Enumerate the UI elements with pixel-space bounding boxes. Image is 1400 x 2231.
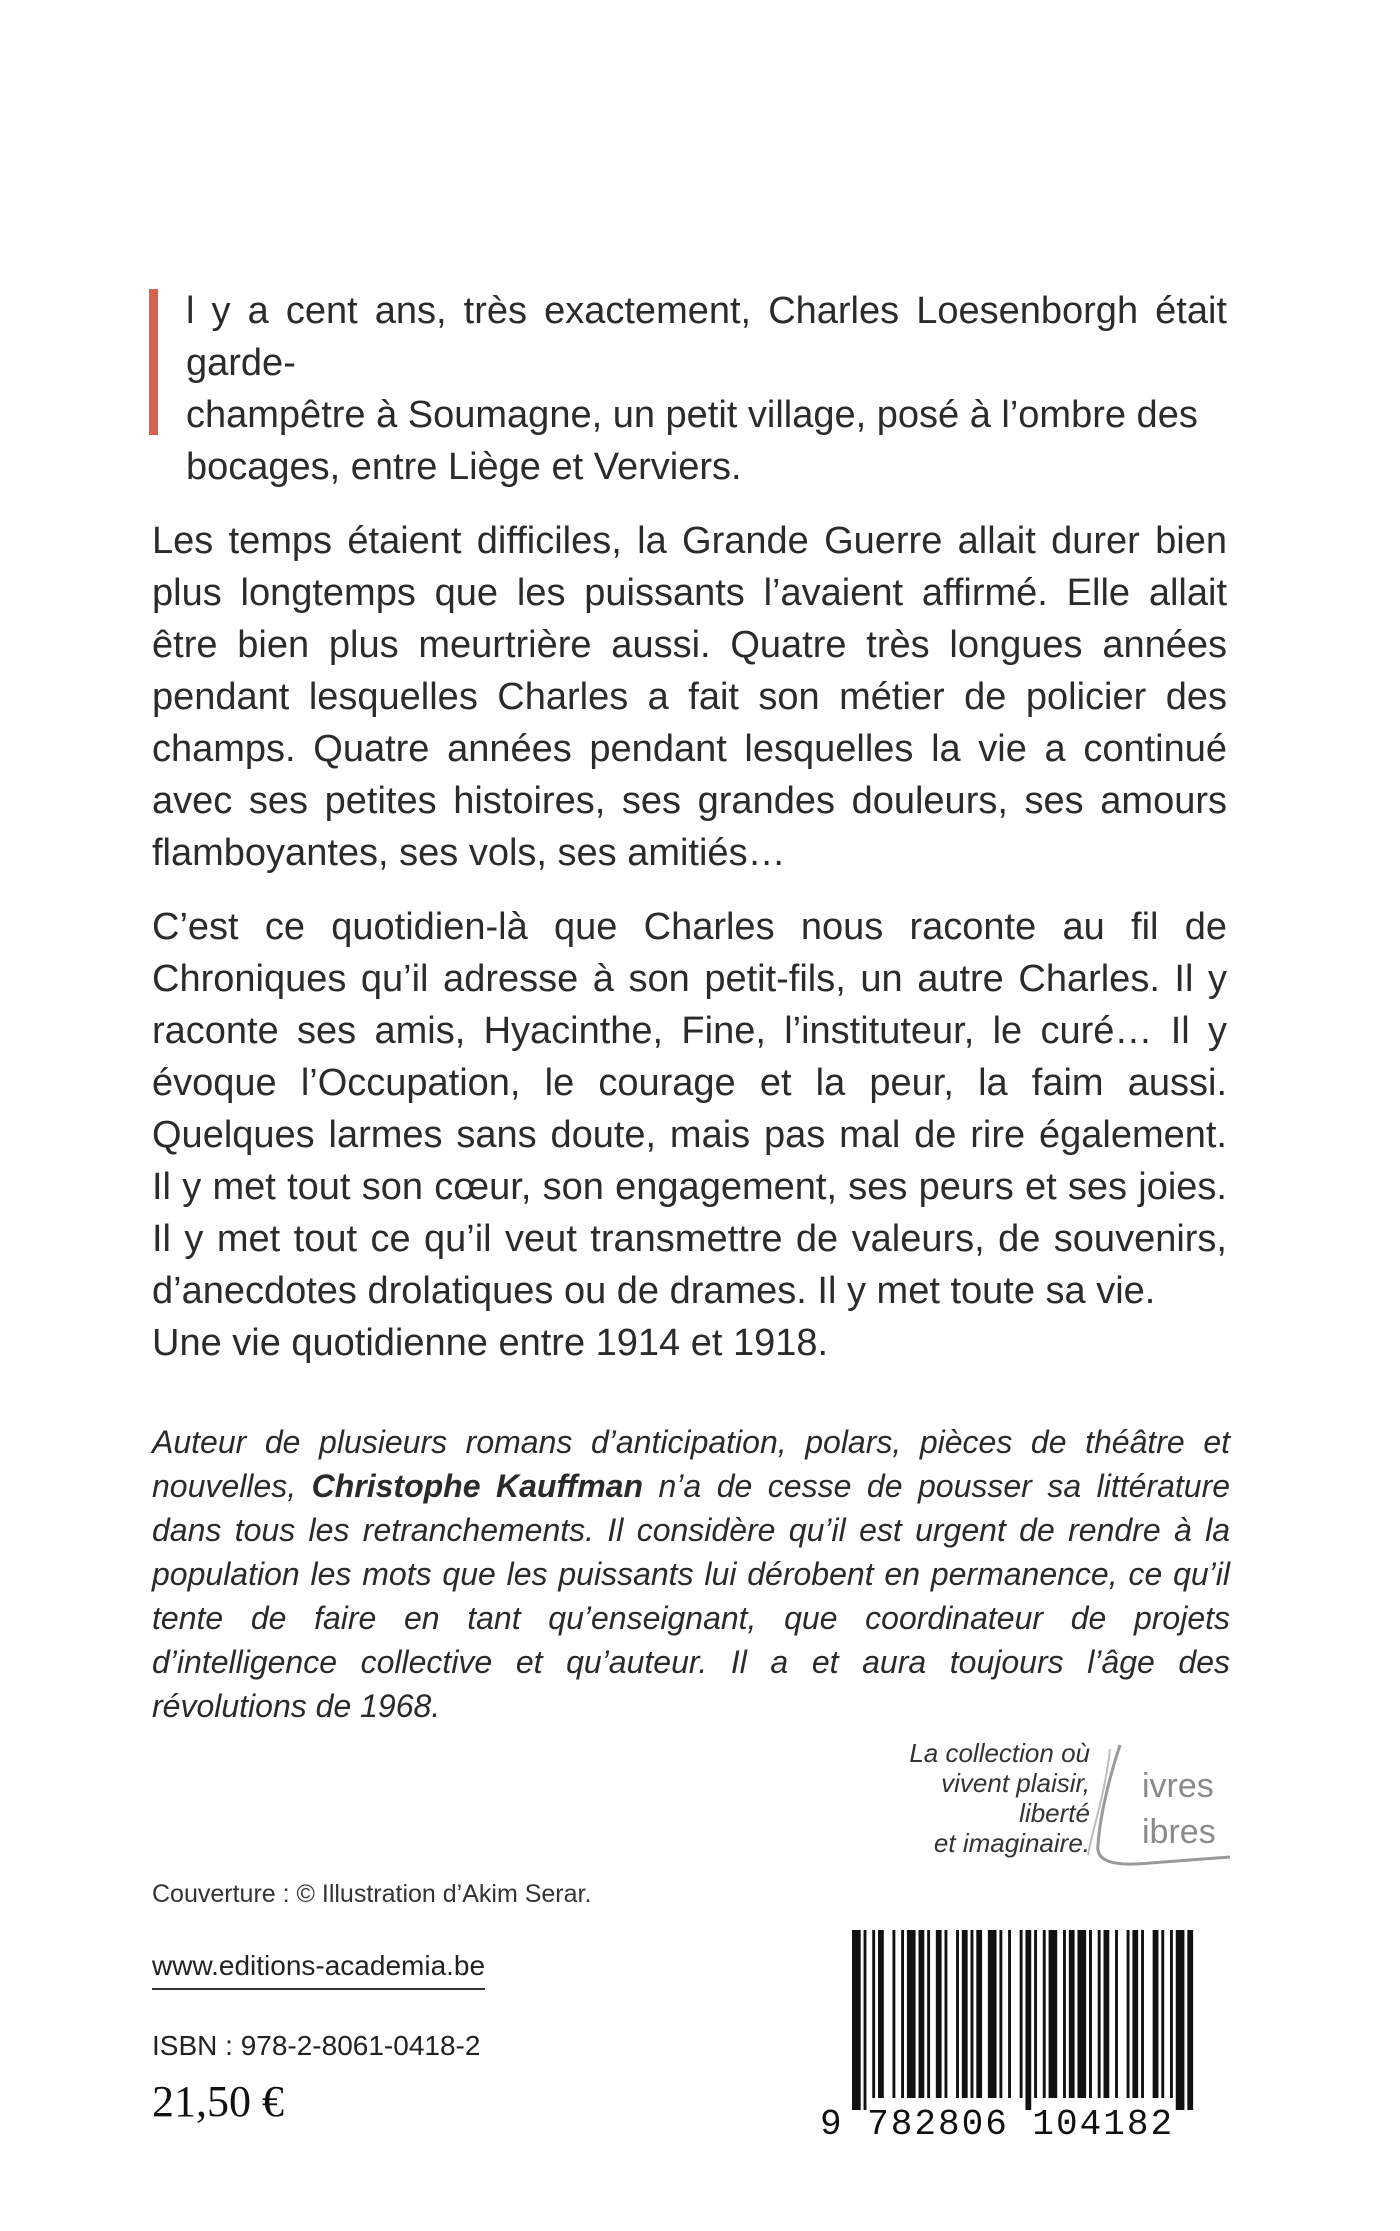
barcode-bar: [1069, 1930, 1075, 2098]
barcode-bar: [864, 1930, 867, 2110]
collection-line-3: et imaginaire.: [933, 1828, 1090, 1858]
barcode-bar: [976, 1930, 982, 2098]
barcode-bar: [1049, 1930, 1058, 2098]
barcode-digits: 9 782806 104182: [820, 2104, 1175, 2145]
barcode-bar: [872, 1930, 875, 2098]
blurb-paragraph-1: [152, 285, 1227, 493]
isbn: ISBN : 978-2-8061-0418-2: [152, 2030, 481, 2061]
collection-line-1: La collection où: [909, 1738, 1090, 1768]
barcode-bar: [945, 1930, 948, 2098]
barcode-bar: [1170, 1930, 1173, 2098]
barcode-bar: [1176, 1930, 1185, 2110]
barcode-bar: [1077, 1930, 1086, 2098]
publisher-website: www.editions-academia.be: [152, 1950, 485, 1990]
barcode-bar: [1187, 1930, 1193, 2110]
author-bio: [152, 1420, 1230, 1728]
barcode-bar: [1153, 1930, 1159, 2098]
barcode-bar: [1025, 1930, 1031, 2110]
barcode-bar: [1034, 1930, 1037, 2098]
price: 21,50 €: [152, 2077, 284, 2126]
barcode-bar: [956, 1930, 959, 2098]
blurb-paragraph-3-last: Une vie quotidienne entre 1914 et 1918.: [152, 1322, 829, 1364]
drop-cap-bar: [149, 289, 158, 435]
barcode-bar: [1043, 1930, 1046, 2098]
blurb-line-3: bocages, entre Liège et Verviers.: [186, 446, 742, 488]
barcode-bar: [988, 1930, 997, 2098]
blurb-paragraph-2: Les temps étaient difficiles, la Grande Guerre allait durer bien plus longtemps que les puissants l’avaient affirmé. Elle allait être bien plus meurtrière aussi. Quatre très longues années pendant lesquelles Charles a fait son métier de policier des champs. Quatre années pendant lesquelles la vie a continué avec ses petites histoires, ses grandes douleurs, ses amours flamboyantes, ses vols, ses amitiés…: [152, 520, 1227, 874]
collection-tagline: [880, 1738, 1090, 1858]
barcode-bar: [1132, 1930, 1138, 2098]
blurb-line-2: champêtre à Soumagne, un petit village, posé à l’ombre des: [186, 394, 1198, 436]
blurb-line-1: l y a cent ans, très exactement, Charles Loesenborgh était garde-: [186, 290, 1227, 384]
barcode-bar: [892, 1930, 895, 2098]
logo-word-libres: ibres: [1142, 1813, 1216, 1851]
author-name: Christophe Kauffman: [311, 1468, 643, 1504]
barcode-bar: [1161, 1930, 1164, 2098]
barcode-bar: [852, 1930, 861, 2110]
cover-credit: Couverture : © Illustration d’Akim Serar.: [152, 1880, 592, 1908]
barcode-bar: [878, 1930, 884, 2098]
barcode-bar: [1104, 1930, 1110, 2098]
barcode-bar: [1098, 1930, 1101, 2098]
back-cover-blurb: [152, 285, 1227, 1369]
barcode-bar: [901, 1930, 904, 2098]
barcode-bar: [1141, 1930, 1144, 2098]
barcode-bar: [936, 1930, 942, 2098]
barcode-bar: [927, 1930, 930, 2098]
barcode-bar: [962, 1930, 968, 2098]
livres-libres-logo: [1080, 1735, 1240, 1875]
barcode-bar: [1089, 1930, 1092, 2098]
barcode-bar: [1008, 1930, 1011, 2098]
blurb-paragraph-3-body: C’est ce quotidien-là que Charles nous raconte au fil de Chroniques qu’il adresse à son petit-fils, un autre Charles. Il y raconte ses amis, Hyacinthe, Fine, l’instituteur, le curé… Il y évoque l’Occupation, le courage et la peur, la faim aussi. Quelques larmes sans doute, mais pas mal de rire également. Il y met tout son cœur, son engagement, ses peurs et ses joies. Il y met tout ce qu’il veut transmettre de valeurs, de souvenirs, d’anecdotes drolatiques ou de drames. Il y met toute sa vie.: [152, 906, 1227, 1312]
barcode-bar: [1020, 1930, 1023, 2098]
barcode-bar: [907, 1930, 916, 2098]
barcode-bar: [1115, 1930, 1118, 2098]
barcode: [852, 1930, 1196, 2110]
barcode-bar: [918, 1930, 924, 2098]
barcode-bar: [971, 1930, 974, 2098]
logo-word-livres: ivres: [1142, 1767, 1214, 1805]
blurb-paragraph-3: [152, 901, 1227, 1369]
barcode-bar: [999, 1930, 1002, 2098]
barcode-bar: [1063, 1930, 1066, 2098]
author-bio-intro: Auteur de plusieurs romans d’anticipation, polars, pièces de théâtre et nouvelles,: [152, 1424, 1230, 1504]
barcode-bar: [1127, 1930, 1130, 2098]
collection-line-2: vivent plaisir, liberté: [941, 1768, 1090, 1828]
author-bio-rest: n’a de cesse de pousser sa littérature dans tous les retranchements. Il considère qu’il est urgent de rendre à la population les mots que les puissants lui dérobent en permanence, ce qu’il tente de faire en tant qu’enseignant, que coordinateur de projets d’intelligence collective et qu’auteur. Il a et aura toujours l’âge des révolutions de 1968.: [152, 1468, 1231, 1724]
